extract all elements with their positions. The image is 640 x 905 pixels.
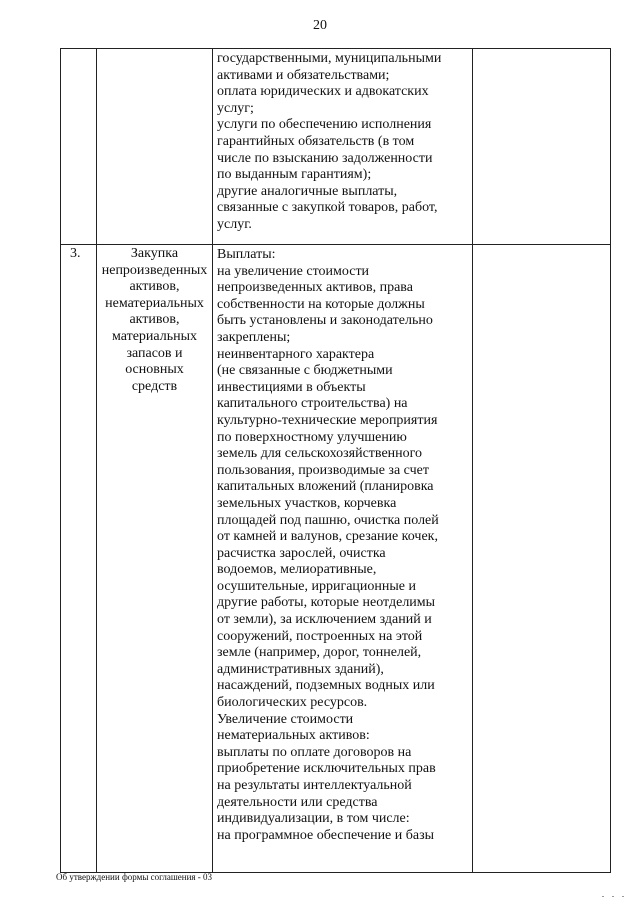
text-line: активов, bbox=[129, 312, 180, 328]
text-line: капитальных вложений (планировка bbox=[217, 479, 434, 495]
text-line: по выданным гарантиям); bbox=[217, 167, 372, 183]
text-line: осушительные, ирригационные и bbox=[217, 578, 416, 594]
text-line: оплата юридических и адвокатских bbox=[217, 84, 429, 100]
text-line: нематериальных активов: bbox=[217, 728, 370, 744]
text-line: земель для сельскохозяйственного bbox=[217, 446, 423, 462]
table-row-continuation bbox=[61, 49, 611, 245]
row-extra-cell bbox=[473, 245, 611, 873]
text-line: на программное обеспечение и базы bbox=[217, 827, 435, 843]
text-line: приобретение исключительных прав bbox=[217, 761, 436, 777]
text-line: услуги по обеспечению исполнения bbox=[217, 117, 432, 133]
text-line: государственными, муниципальными bbox=[217, 51, 442, 66]
text-line: активов, bbox=[129, 279, 180, 295]
text-line: сооружений, построенных на этой bbox=[217, 628, 423, 644]
text-line: запасов и bbox=[126, 345, 183, 361]
text-line: числе по взысканию задолженности bbox=[217, 150, 433, 166]
text-line: непроизведенных активов, права bbox=[217, 280, 413, 296]
text-line: на результаты интеллектуальной bbox=[217, 778, 412, 793]
text-line: собственности на которые должны bbox=[217, 296, 425, 312]
row-extra-cell bbox=[473, 49, 611, 245]
text-line: другие аналогичные выплаты, bbox=[217, 183, 398, 199]
text-line: Закупка bbox=[130, 246, 179, 261]
text-line: нематериальных bbox=[105, 295, 204, 311]
text-line: административных зданий), bbox=[217, 661, 384, 677]
classification-table bbox=[60, 48, 611, 873]
text-line: инвестициями в объекты bbox=[217, 379, 366, 395]
text-line: деятельности или средства bbox=[217, 794, 378, 810]
text-line: водоемов, мелиоративные, bbox=[217, 562, 377, 578]
text-line: земле (например, дорог, тоннелей, bbox=[217, 645, 422, 661]
text-line: на увеличение стоимости bbox=[217, 263, 370, 279]
text-line: по поверхностному улучшению bbox=[217, 429, 407, 445]
row-number-cell bbox=[61, 49, 97, 245]
text-line: быть установлены и законодательно bbox=[217, 313, 433, 329]
text-line: биологических ресурсов. bbox=[217, 695, 368, 711]
text-line: Увеличение стоимости bbox=[217, 711, 354, 727]
text-line: площадей под пашню, очистка полей bbox=[217, 512, 439, 528]
scan-artifact bbox=[612, 896, 614, 897]
text-line: активами и обязательствами; bbox=[217, 67, 390, 83]
text-line: основных bbox=[125, 362, 184, 378]
text-line: средств bbox=[131, 378, 178, 394]
text-line: услуг. bbox=[217, 216, 252, 232]
text-line: гарантийных обязательств (в том bbox=[217, 133, 415, 149]
text-line: культурно-технические мероприятия bbox=[217, 412, 438, 428]
text-line: индивидуализации, в том числе: bbox=[217, 811, 410, 827]
footer-note: Об утверждении формы соглашения - 03 bbox=[56, 872, 213, 882]
row-name-cell bbox=[97, 245, 213, 873]
text-line: земельных участков, корчевка bbox=[217, 495, 397, 511]
row-description-cell bbox=[213, 49, 473, 245]
text-line: насаждений, подземных водных или bbox=[217, 678, 435, 694]
text-line: от камней и валунов, срезание кочек, bbox=[217, 529, 438, 545]
text-line: непроизведенных bbox=[101, 262, 208, 278]
text-line: Выплаты: bbox=[217, 247, 276, 262]
scan-artifact bbox=[602, 896, 604, 897]
row-number-cell: 3. bbox=[61, 245, 97, 873]
text-line: услуг; bbox=[217, 100, 254, 116]
page-number: 20 bbox=[313, 18, 327, 33]
text-line: капитального строительства) на bbox=[217, 396, 408, 412]
text-line: другие работы, которые неотделимы bbox=[217, 595, 436, 611]
text-line: закреплены; bbox=[217, 329, 291, 345]
text-line: выплаты по оплате договоров на bbox=[217, 744, 412, 760]
row-description-cell bbox=[213, 245, 473, 873]
table-row-3 bbox=[61, 245, 611, 873]
row-name-cell bbox=[97, 49, 213, 245]
text-line: расчистка зарослей, очистка bbox=[217, 545, 386, 561]
text-line: неинвентарного характера bbox=[217, 346, 375, 362]
text-line: от земли), за исключением зданий и bbox=[217, 612, 432, 628]
text-line: (не связанные с бюджетными bbox=[217, 363, 393, 379]
scan-artifact bbox=[622, 896, 624, 897]
text-line: связанные с закупкой товаров, работ, bbox=[217, 200, 438, 216]
text-line: материальных bbox=[111, 328, 198, 344]
text-line: пользования, производимые за счет bbox=[217, 462, 429, 478]
